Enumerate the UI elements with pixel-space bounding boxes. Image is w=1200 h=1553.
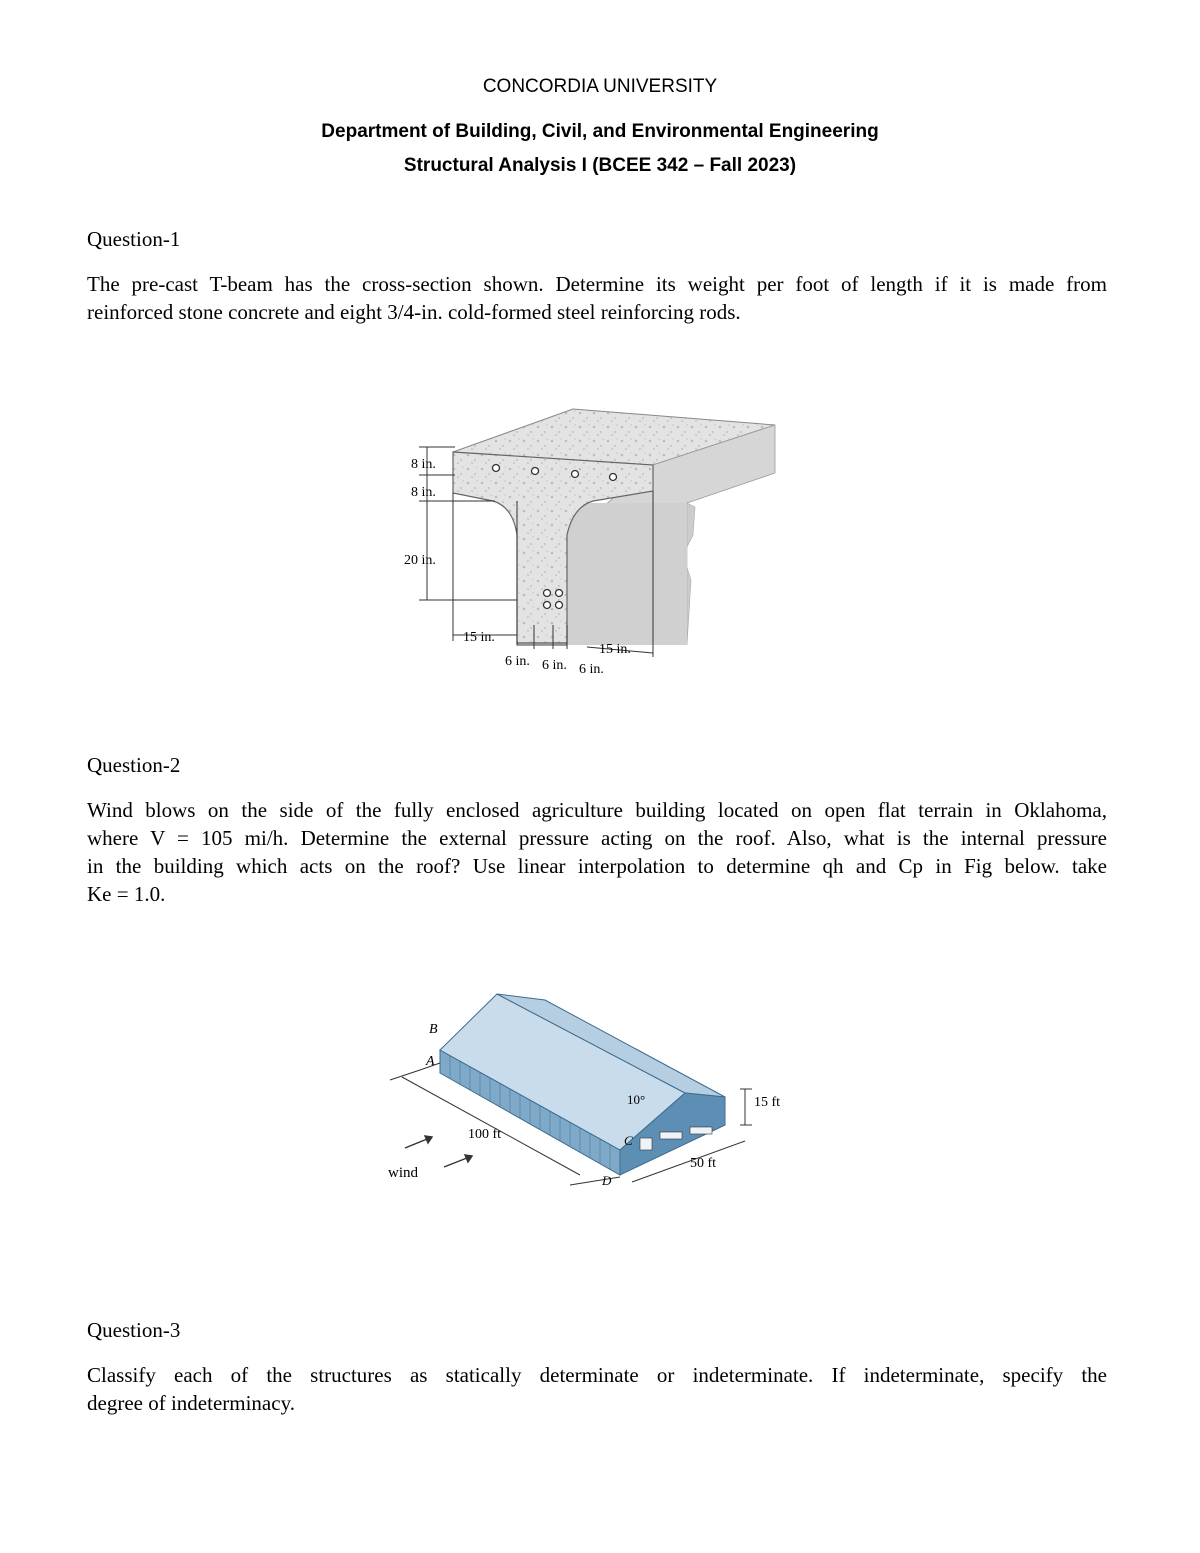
question-2-text (87, 796, 1107, 908)
question-1-text (87, 270, 1107, 326)
question-1-title: Question-1 (87, 227, 181, 251)
rod (532, 468, 539, 475)
dim-6in-b: 6 in. (542, 658, 567, 673)
dim-8in-top: 8 in. (411, 457, 436, 472)
dim-6in-c: 6 in. (579, 662, 604, 677)
wind-arrows (405, 1136, 472, 1167)
question-2-line: Wind blows on the side of the fully enclosed agriculture building located on open flat terrain in Oklahoma, (87, 798, 1107, 822)
question-2-title: Question-2 (87, 753, 181, 777)
question-2-line: where V = 105 mi/h. Determine the external pressure acting on the roof. Also, what is the internal pressure (87, 826, 1107, 850)
dim-15in-right: 15 in. (599, 642, 631, 657)
building-figure (380, 985, 800, 1200)
rod (572, 471, 579, 478)
question-3-line: Classify each of the structures as statically determinate or indeterminate. If indeterminate, specify the (87, 1363, 1107, 1387)
rod (544, 590, 551, 597)
rod (556, 602, 563, 609)
label-width: 50 ft (690, 1156, 717, 1171)
dim-8in-mid: 8 in. (411, 485, 436, 500)
label-height: 15 ft (754, 1095, 781, 1110)
label-B: B (429, 1022, 438, 1037)
dim-20in: 20 in. (404, 553, 436, 568)
department-name: Department of Building, Civil, and Environmental Engineering (321, 121, 879, 142)
label-D: D (602, 1173, 612, 1188)
door (640, 1138, 652, 1150)
question-2-line: Ke = 1.0. (87, 882, 166, 906)
question-2-line: in the building which acts on the roof? Use linear interpolation to determine qh and Cp in Fig below. take (87, 854, 1107, 878)
question-3-title: Question-3 (87, 1318, 181, 1342)
window (660, 1132, 682, 1139)
t-beam-figure (395, 395, 785, 690)
label-length: 100 ft (468, 1127, 502, 1142)
question-3-text (87, 1361, 1107, 1417)
university-name: CONCORDIA UNIVERSITY (482, 76, 718, 97)
rod (544, 602, 551, 609)
question-3-line: degree of indeterminacy. (87, 1391, 295, 1415)
label-wind: wind (388, 1165, 418, 1181)
label-A: A (426, 1054, 435, 1069)
web-side-face (567, 503, 687, 645)
question-1-line: The pre-cast T-beam has the cross-section shown. Determine its weight per foot of length if it is made from (87, 272, 1107, 296)
rod (493, 465, 500, 472)
label-angle: 10° (627, 1092, 646, 1107)
question-1-line: reinforced stone concrete and eight 3/4-in. cold-formed steel reinforcing rods. (87, 300, 741, 324)
dim-6in-a: 6 in. (505, 654, 530, 669)
dim-15in-left: 15 in. (463, 630, 495, 645)
window (690, 1127, 712, 1134)
course-title: Structural Analysis I (BCEE 342 – Fall 2023) (403, 155, 797, 176)
label-C: C (624, 1133, 633, 1148)
rod (610, 474, 617, 481)
rod (556, 590, 563, 597)
